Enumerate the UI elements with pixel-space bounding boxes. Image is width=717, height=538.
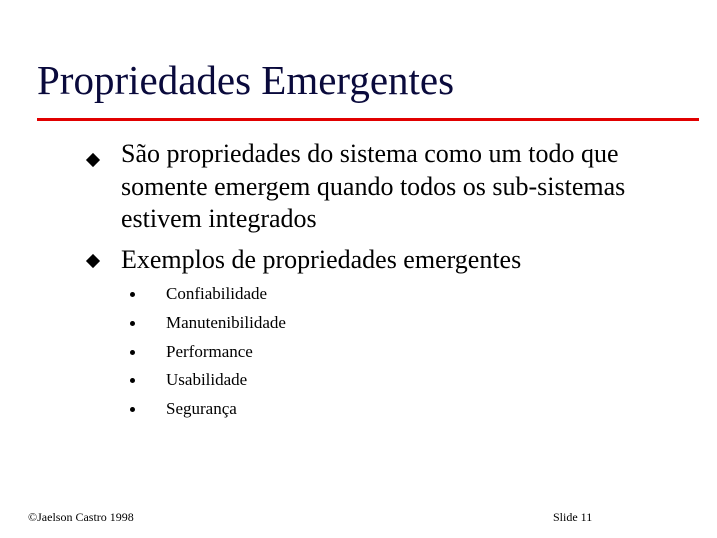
- sub-bullet-dot-5: [130, 407, 135, 412]
- bullet-marker-2: [86, 254, 100, 268]
- bullet-marker-1: [86, 153, 100, 167]
- bullet-1-line-2: somente emergem quando todos os sub-sistemas: [121, 172, 626, 201]
- title-underline: [37, 118, 699, 121]
- sub-bullet-dot-2: [130, 321, 135, 326]
- footer-author: ©Jaelson Castro 1998: [28, 510, 134, 524]
- sub-bullet-1: Confiabilidade: [166, 284, 268, 303]
- sub-bullet-dot-4: [130, 378, 135, 383]
- sub-bullet-dot-3: [130, 350, 135, 355]
- slide-title: Propriedades Emergentes: [37, 57, 455, 103]
- bullet-1-line-3: estivem integrados: [121, 204, 317, 233]
- sub-bullet-4: Usabilidade: [166, 370, 248, 389]
- sub-bullet-3: Performance: [166, 342, 253, 361]
- bullet-2-line-1: Exemplos de propriedades emergentes: [121, 245, 522, 274]
- bullet-1-line-1: São propriedades do sistema como um todo que: [121, 139, 619, 168]
- sub-bullet-2: Manutenibilidade: [166, 313, 286, 332]
- footer-slide-number: Slide 11: [553, 510, 593, 524]
- sub-bullet-5: Segurança: [166, 399, 237, 418]
- sub-bullet-dot-1: [130, 292, 135, 297]
